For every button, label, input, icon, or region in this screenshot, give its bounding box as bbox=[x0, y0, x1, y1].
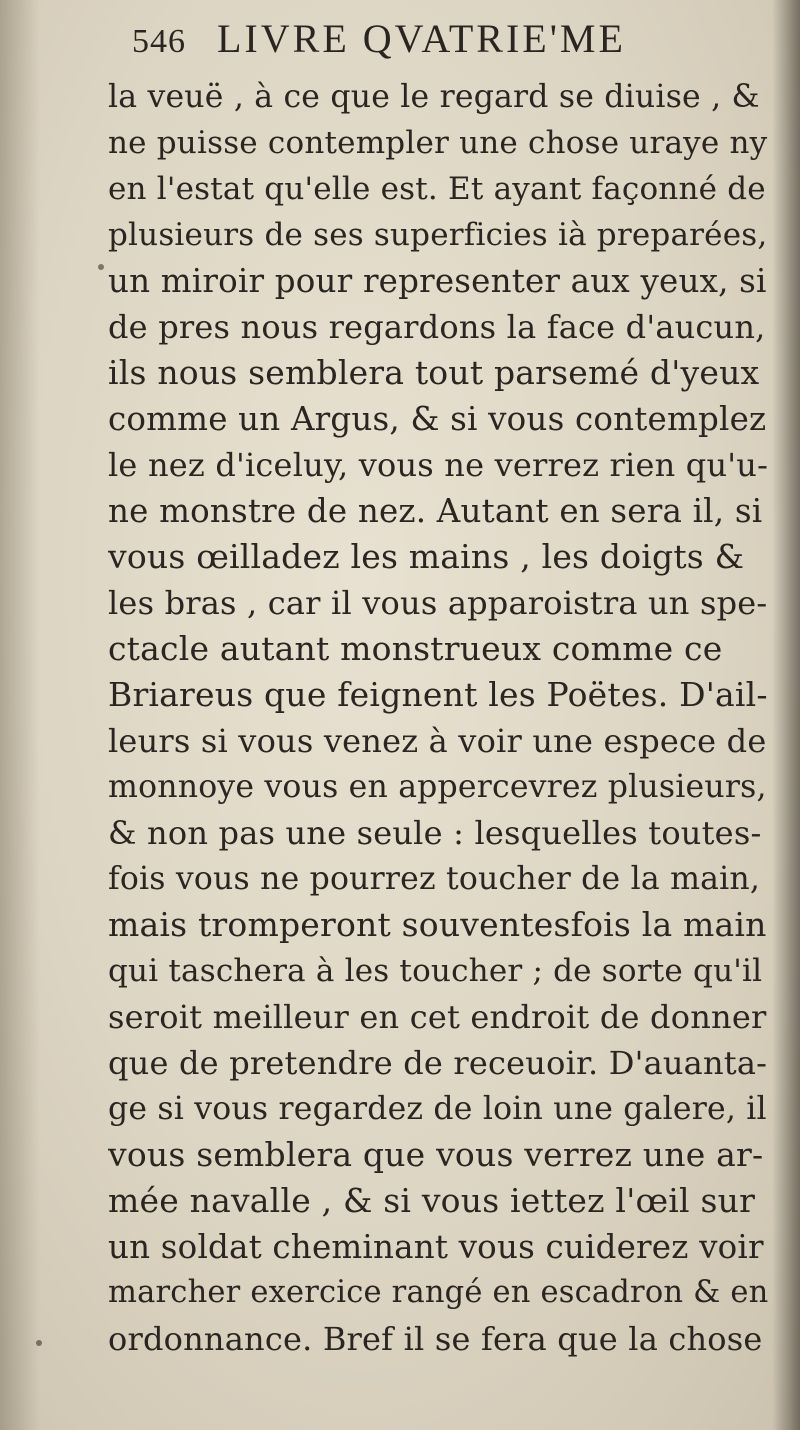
text-line: mais tromperont souventesfois la main bbox=[108, 905, 767, 944]
text-line: Briareus que feignent les Poëtes. D'ail- bbox=[108, 675, 768, 714]
text-line: ne monstre de nez. Autant en sera il, si bbox=[108, 492, 763, 530]
text-line: un miroir pour representer aux yeux, si bbox=[108, 262, 767, 300]
text-line: que de pretendre de receuoir. D'auanta- bbox=[108, 1044, 768, 1082]
text-line: mée navalle , & si vous iettez l'œil sur bbox=[108, 1181, 756, 1220]
ink-speck bbox=[98, 264, 104, 270]
text-line: & non pas une seule : lesquelles toutes- bbox=[108, 814, 762, 852]
text-line: la veuë , à ce que le regard se diuise , & bbox=[108, 79, 760, 115]
text-line: fois vous ne pourrez toucher de la main, bbox=[108, 861, 761, 897]
text-line: les bras , car il vous apparoistra un spe- bbox=[108, 584, 768, 622]
text-line: seroit meilleur en cet endroit de donner bbox=[108, 998, 767, 1036]
text-line: ne puisse contempler une chose uraye ny bbox=[108, 125, 768, 161]
text-line: ctacle autant monstrueux comme ce bbox=[108, 629, 723, 668]
text-line: comme un Argus, & si vous contemplez bbox=[108, 400, 767, 438]
page-header bbox=[132, 10, 772, 68]
text-line: ge si vous regardez de loin une galere, il bbox=[108, 1091, 767, 1127]
ink-speck bbox=[36, 1340, 42, 1346]
page-number: 546 bbox=[132, 23, 186, 60]
text-line: plusieurs de ses superficies ià preparées, bbox=[108, 217, 768, 253]
text-line: en l'estat qu'elle est. Et ayant façonné de bbox=[108, 171, 766, 207]
page-gutter-shadow bbox=[0, 0, 40, 1430]
text-line: qui taschera à les toucher ; de sorte qu'il bbox=[108, 953, 763, 989]
text-line: ordonnance. Bref il se fera que la chose bbox=[108, 1320, 763, 1358]
text-line: un soldat cheminant vous cuiderez voir bbox=[108, 1228, 764, 1266]
text-line: leurs si vous venez à voir une espece de bbox=[108, 722, 767, 760]
text-line: marcher exercice rangé en escadron & en bbox=[108, 1275, 768, 1310]
running-head: LIVRE QVATRIE'ME bbox=[217, 16, 626, 61]
text-line: vous semblera que vous verrez une ar- bbox=[108, 1135, 764, 1174]
text-line: monnoye vous en appercevrez plusieurs, bbox=[108, 769, 767, 805]
page-edge-shadow bbox=[772, 0, 800, 1430]
text-line: le nez d'iceluy, vous ne verrez rien qu'u- bbox=[108, 446, 768, 484]
body-text bbox=[108, 74, 768, 1362]
text-line: ils nous semblera tout parsemé d'yeux bbox=[108, 353, 760, 392]
text-line: vous œilladez les mains , les doigts & bbox=[108, 537, 745, 576]
text-line: de pres nous regardons la face d'aucun, bbox=[108, 308, 766, 346]
